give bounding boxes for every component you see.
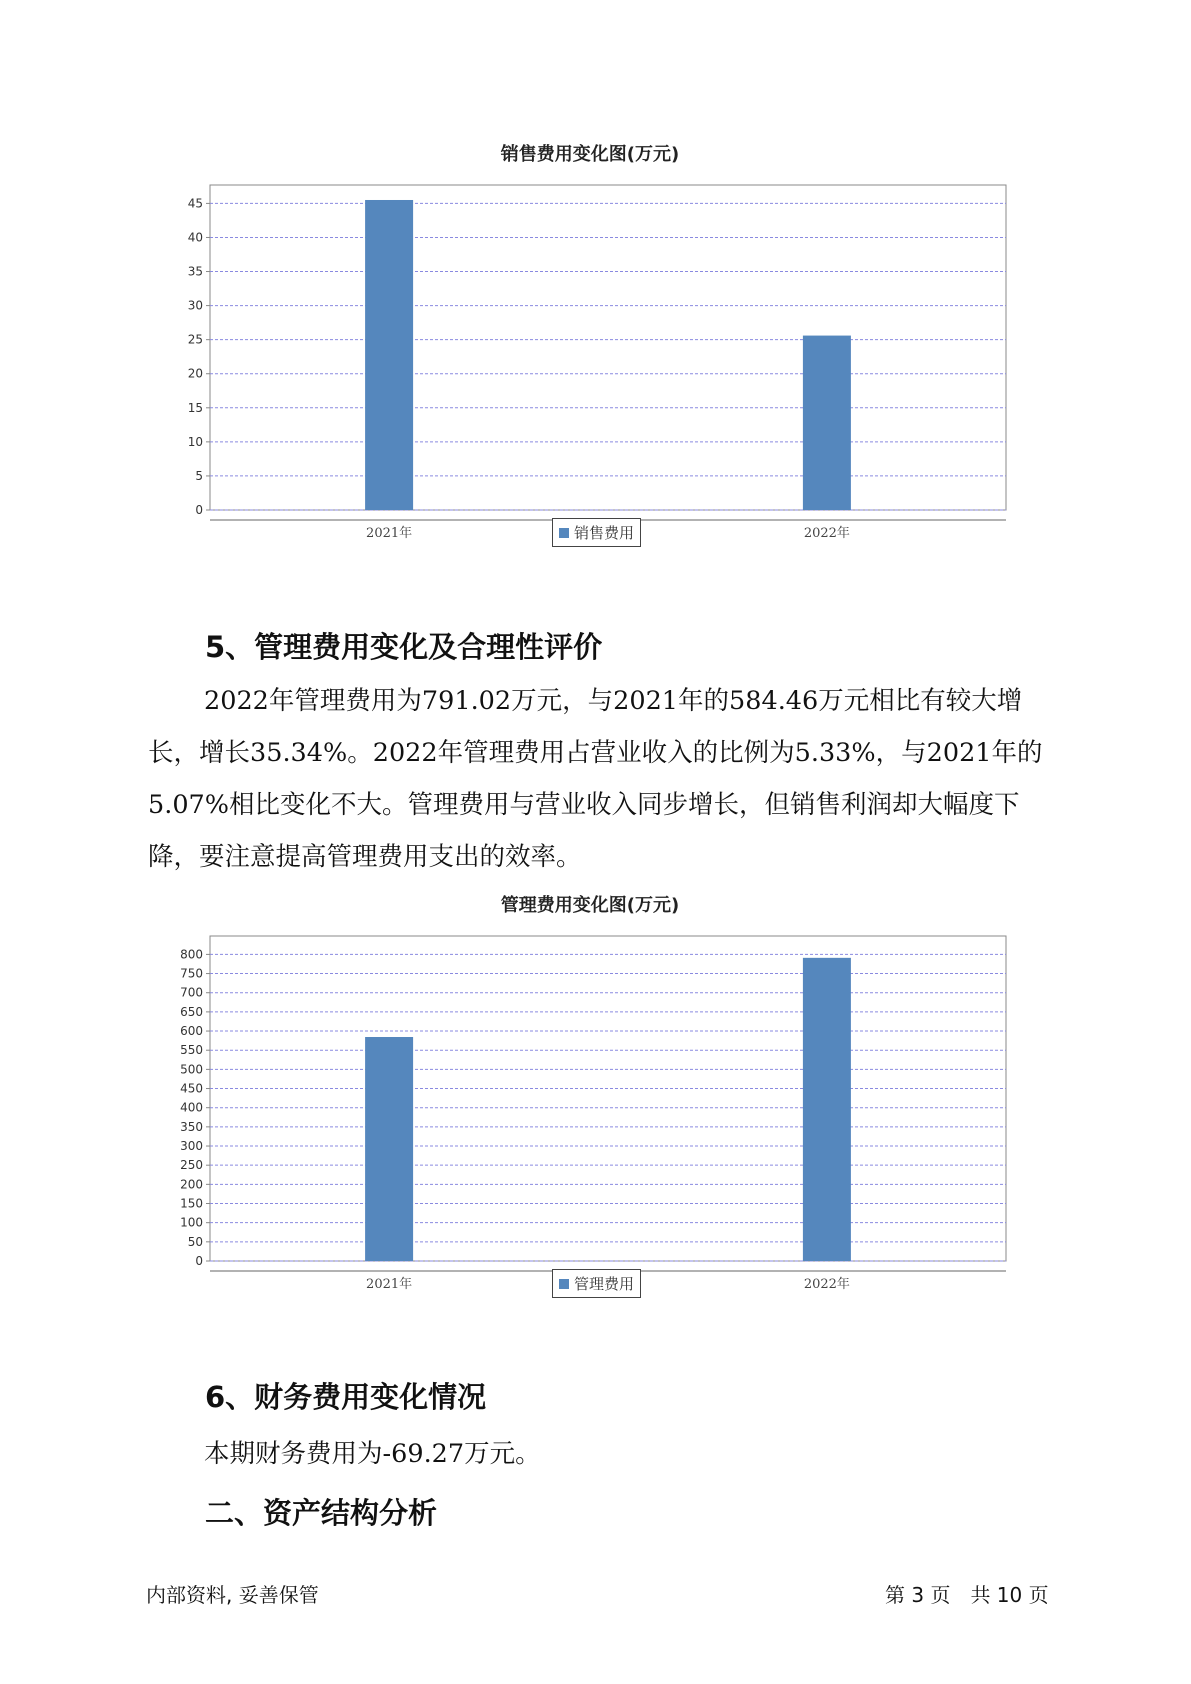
x-tick-label: 2022年	[803, 1277, 850, 1291]
x-tick-label: 2021年	[366, 1277, 413, 1291]
y-tick-label: 500	[180, 1062, 203, 1077]
paragraph-finance-expense: 本期财务费用为-69.27万元。	[204, 1439, 541, 1469]
y-tick-label: 400	[180, 1100, 203, 1115]
bar	[803, 336, 851, 510]
y-tick-label: 350	[180, 1119, 203, 1134]
y-tick-label: 450	[180, 1081, 203, 1096]
y-tick-label: 20	[187, 366, 203, 381]
y-tick-label: 30	[187, 298, 203, 313]
footer-page-number: 第 3 页 共 10 页	[885, 1583, 1049, 1607]
y-tick-label: 300	[180, 1139, 203, 1154]
legend-label: 销售费用	[574, 524, 635, 542]
y-tick-label: 150	[180, 1196, 203, 1211]
y-tick-label: 750	[180, 966, 203, 981]
y-tick-label: 800	[180, 947, 203, 962]
y-tick-label: 25	[187, 332, 203, 347]
chart-plot	[150, 921, 1030, 1291]
y-tick-label: 100	[180, 1215, 203, 1230]
admin-expense-chart	[150, 891, 1030, 1301]
legend-swatch	[559, 1279, 569, 1289]
chart-legend	[552, 518, 641, 547]
bar	[365, 200, 413, 510]
chart-plot	[150, 170, 1030, 540]
y-tick-label: 5	[195, 468, 203, 483]
y-tick-label: 550	[180, 1043, 203, 1058]
x-tick-label: 2021年	[366, 526, 413, 540]
y-tick-label: 40	[187, 230, 203, 245]
section-heading-admin-expense: 5、管理费用变化及合理性评价	[205, 630, 603, 664]
bar	[365, 1037, 413, 1261]
chart-legend	[552, 1269, 641, 1298]
sales-expense-chart	[150, 140, 1030, 550]
y-tick-label: 35	[187, 264, 203, 279]
legend-swatch	[559, 528, 569, 538]
legend-label: 管理费用	[574, 1275, 635, 1293]
paragraph-admin-expense: 2022年管理费用为791.02万元，与2021年的584.46万元相比有较大增长，增长35.34%。2022年管理费用占营业收入的比例为5.33%，与2021年的5.07%相比变化不大。管理费用与营业收入同步增长，但销售利润却大幅度下降，要注意提高管理费用支出的效率。	[148, 686, 1043, 872]
y-tick-label: 700	[180, 985, 203, 1000]
y-tick-label: 0	[195, 503, 203, 517]
section-heading-finance-expense: 6、财务费用变化情况	[205, 1380, 487, 1414]
y-tick-label: 600	[180, 1024, 203, 1039]
y-tick-label: 50	[187, 1234, 203, 1249]
section-heading-assets: 二、资产结构分析	[205, 1496, 438, 1530]
y-tick-label: 10	[187, 434, 203, 449]
y-tick-label: 650	[180, 1004, 203, 1019]
y-tick-label: 200	[180, 1177, 203, 1192]
y-tick-label: 0	[195, 1254, 203, 1268]
plot-frame	[210, 936, 1006, 1261]
plot-frame	[210, 185, 1006, 510]
footer-left: 内部资料, 妥善保管	[146, 1583, 319, 1607]
y-tick-label: 15	[187, 400, 203, 415]
y-tick-label: 45	[187, 196, 203, 211]
chart-title: 管理费用变化图(万元)	[500, 895, 680, 916]
bar	[803, 958, 851, 1261]
x-tick-label: 2022年	[803, 526, 850, 540]
y-tick-label: 250	[180, 1158, 203, 1173]
chart-title: 销售费用变化图(万元)	[500, 144, 680, 165]
